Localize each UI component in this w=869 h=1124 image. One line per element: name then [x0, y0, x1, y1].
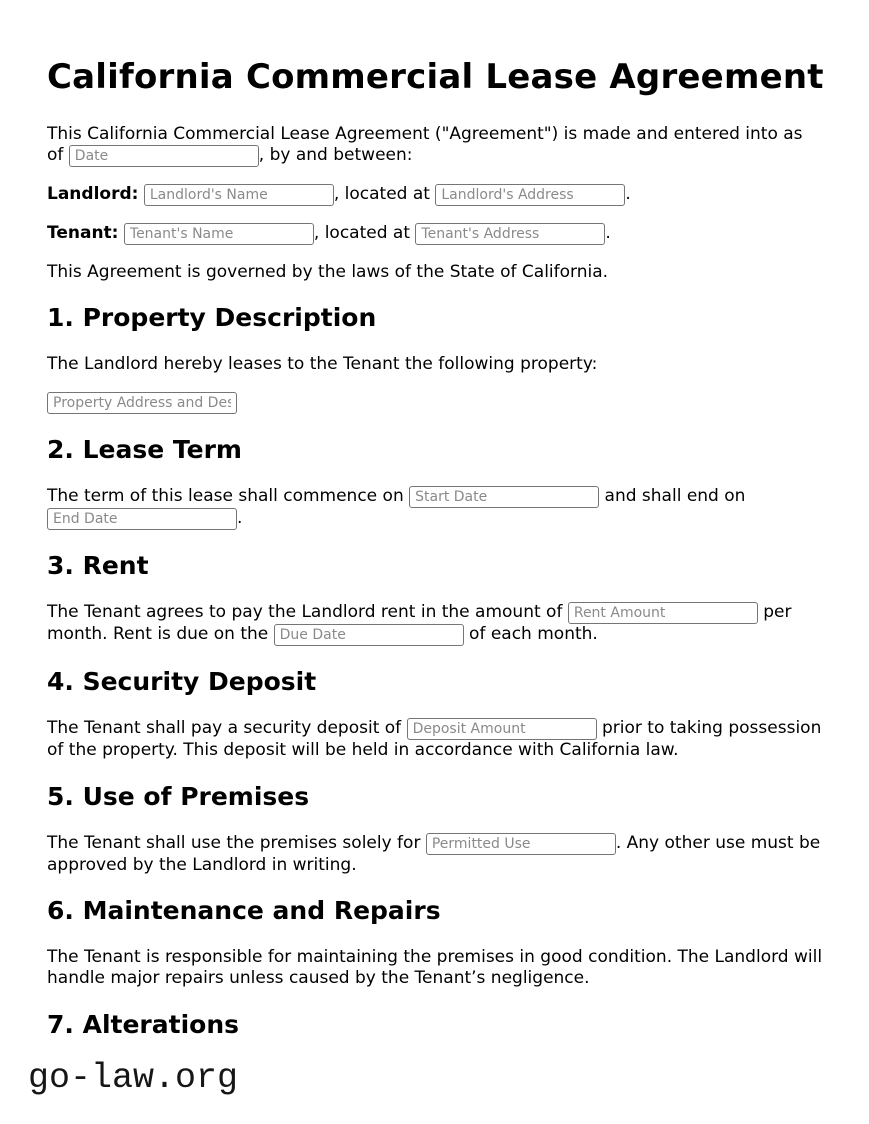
text-run: , located at	[333, 183, 436, 204]
use-of-premises-paragraph	[47, 833, 827, 876]
property-address-input[interactable]	[47, 392, 237, 414]
text-run: of each month.	[463, 624, 598, 644]
start-date-input[interactable]	[409, 486, 599, 508]
section-2-heading: 2. Lease Term	[47, 435, 242, 464]
text-run: This California Commercial Lease Agreement ("Agreement") is made and entered into as	[47, 123, 803, 144]
text-run: of	[47, 144, 69, 165]
rent-paragraph	[47, 602, 827, 646]
text-run: The Landlord hereby leases to the Tenant the following property:	[47, 354, 598, 375]
property-input-paragraph	[47, 392, 827, 414]
document-body	[47, 124, 827, 1040]
text-run: The Tenant shall pay a security deposit of	[47, 718, 407, 738]
lease-term-paragraph	[47, 486, 827, 530]
intro-paragraph	[47, 124, 827, 167]
section-7-heading: 7. Alterations	[47, 1009, 239, 1039]
text-run: . Any other use must be approved by the Landlord in writing.	[47, 832, 821, 875]
tenant-address-input[interactable]	[415, 223, 605, 245]
text-run: The term of this lease shall commence on	[47, 486, 410, 506]
text-run: prior to taking possession of the property. This deposit will be held in accordance with California law.	[47, 718, 822, 760]
landlord-name-input[interactable]	[144, 184, 334, 206]
date-input[interactable]	[69, 145, 259, 167]
due-date-input[interactable]	[274, 624, 464, 646]
property-description-paragraph	[47, 354, 827, 375]
page-title: California Commercial Lease Agreement	[47, 57, 824, 97]
text-run: The Tenant agrees to pay the Landlord rent in the amount of	[47, 602, 568, 622]
text-run: .	[605, 222, 611, 243]
text-run: .	[237, 508, 243, 528]
tenant-label: Tenant:	[47, 222, 119, 243]
landlord-paragraph	[47, 184, 827, 206]
text-run: The Tenant shall use the premises solely for	[47, 832, 426, 853]
text-run: The Tenant is responsible for maintaining the premises in good condition. The Landlord will handle major repairs unless caused by the Tenant’s negligence.	[47, 947, 823, 989]
rent-amount-input[interactable]	[568, 602, 758, 624]
section-6-heading: 6. Maintenance and Repairs	[47, 896, 441, 926]
text-run: per month. Rent is due on the	[47, 602, 792, 644]
tenant-name-input[interactable]	[124, 223, 314, 245]
maintenance-paragraph	[47, 947, 827, 988]
landlord-label: Landlord:	[47, 183, 139, 204]
watermark: go-law.org	[28, 1058, 239, 1098]
text-run: .	[625, 183, 631, 204]
section-3-heading: 3. Rent	[47, 551, 149, 580]
section-1-heading: 1. Property Description	[47, 303, 377, 333]
security-deposit-paragraph	[47, 718, 827, 761]
end-date-input[interactable]	[47, 508, 237, 530]
section-5-heading: 5. Use of Premises	[47, 781, 310, 811]
section-4-heading: 4. Security Deposit	[47, 667, 317, 696]
text-run: , located at	[313, 222, 416, 243]
text-run: This Agreement is governed by the laws of the State of California.	[47, 261, 609, 282]
permitted-use-input[interactable]	[426, 833, 616, 855]
text-run: and shall end on	[599, 486, 746, 506]
deposit-amount-input[interactable]	[407, 718, 597, 740]
landlord-address-input[interactable]	[435, 184, 625, 206]
nowrap-group	[47, 145, 259, 165]
text-run: , by and between:	[258, 144, 413, 165]
tenant-paragraph	[47, 223, 827, 245]
governing-law-paragraph	[47, 262, 827, 283]
